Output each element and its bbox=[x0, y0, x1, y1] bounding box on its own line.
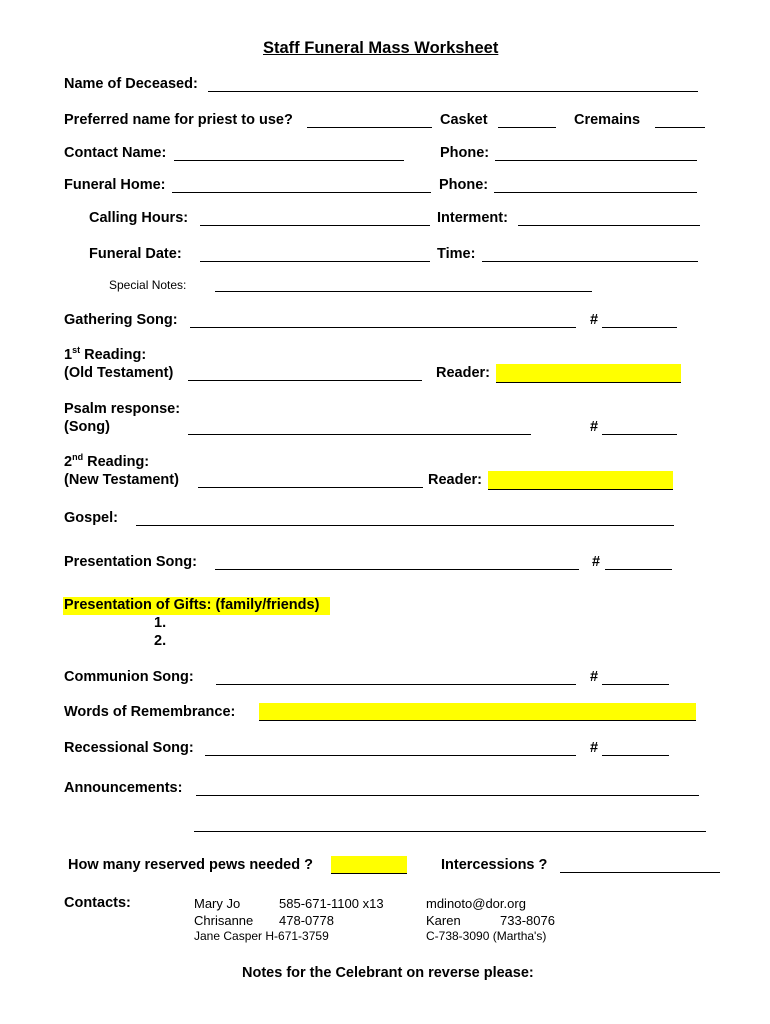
funeral-home-label: Funeral Home: bbox=[64, 177, 166, 193]
presentation-song-number-label: # bbox=[592, 554, 601, 570]
gift-item-1: 1. bbox=[154, 615, 167, 631]
presentation-song-line[interactable] bbox=[215, 569, 579, 570]
contact-1-name: Mary Jo bbox=[194, 896, 241, 911]
recessional-song-number-line[interactable] bbox=[602, 755, 669, 756]
contact-3: Jane Casper H-671-3759 bbox=[194, 929, 329, 943]
time-line[interactable] bbox=[482, 261, 698, 262]
first-reading-label: 1st Reading: bbox=[64, 345, 147, 363]
recessional-song-label: Recessional Song: bbox=[64, 740, 194, 756]
reserved-pews-highlight[interactable] bbox=[331, 856, 407, 874]
presentation-song-label: Presentation Song: bbox=[64, 554, 197, 570]
casket-line[interactable] bbox=[498, 127, 556, 128]
communion-song-line[interactable] bbox=[216, 684, 576, 685]
special-notes-label: Special Notes: bbox=[109, 278, 187, 292]
intercessions-line[interactable] bbox=[560, 872, 720, 873]
second-reading-line[interactable] bbox=[198, 487, 423, 488]
gathering-song-label: Gathering Song: bbox=[64, 312, 178, 328]
psalm-song-label: (Song) bbox=[64, 419, 110, 435]
psalm-line[interactable] bbox=[188, 434, 531, 435]
preferred-name-label: Preferred name for priest to use? bbox=[64, 112, 293, 128]
first-reader-highlight[interactable] bbox=[496, 364, 681, 383]
second-reader-highlight[interactable] bbox=[488, 471, 673, 490]
psalm-response-label: Psalm response: bbox=[64, 401, 181, 417]
funeral-home-phone-line[interactable] bbox=[494, 192, 697, 193]
contact-2-name: Chrisanne bbox=[194, 913, 254, 928]
gathering-song-number-label: # bbox=[590, 312, 599, 328]
announcements-line-2[interactable] bbox=[194, 831, 706, 832]
calling-hours-line[interactable] bbox=[200, 225, 430, 226]
presentation-song-number-line[interactable] bbox=[605, 569, 672, 570]
contact-name-line[interactable] bbox=[174, 160, 404, 161]
first-reading-line[interactable] bbox=[188, 380, 422, 381]
recessional-song-number-label: # bbox=[590, 740, 599, 756]
words-of-remembrance-highlight[interactable] bbox=[259, 703, 696, 721]
preferred-name-line[interactable] bbox=[307, 127, 432, 128]
contact-phone-line[interactable] bbox=[495, 160, 697, 161]
communion-song-number-line[interactable] bbox=[602, 684, 669, 685]
communion-song-label: Communion Song: bbox=[64, 669, 194, 685]
contact-email[interactable]: mdinoto@dor.org bbox=[426, 896, 526, 911]
communion-song-number-label: # bbox=[590, 669, 599, 685]
old-testament-label: (Old Testament) bbox=[64, 365, 174, 381]
second-reader-label: Reader: bbox=[428, 472, 482, 488]
psalm-number-line[interactable] bbox=[602, 434, 677, 435]
contact-6: C-738-3090 (Martha's) bbox=[426, 929, 547, 943]
name-of-deceased-line[interactable] bbox=[208, 91, 698, 92]
intercessions-label: Intercessions ? bbox=[441, 857, 548, 873]
gathering-song-line[interactable] bbox=[190, 327, 576, 328]
calling-hours-label: Calling Hours: bbox=[89, 210, 189, 226]
announcements-label: Announcements: bbox=[64, 780, 183, 796]
time-label: Time: bbox=[437, 246, 476, 262]
psalm-number-label: # bbox=[590, 419, 599, 435]
gospel-label: Gospel: bbox=[64, 510, 118, 526]
contact-phone-label: Phone: bbox=[440, 145, 490, 161]
contact-5-phone: 733-8076 bbox=[500, 913, 555, 928]
special-notes-line[interactable] bbox=[215, 291, 592, 292]
presentation-of-gifts-label: Presentation of Gifts: (family/friends) bbox=[64, 597, 320, 613]
words-of-remembrance-label: Words of Remembrance: bbox=[64, 704, 236, 720]
gift-item-2: 2. bbox=[154, 633, 167, 649]
interment-label: Interment: bbox=[437, 210, 508, 226]
casket-label: Casket bbox=[440, 112, 488, 128]
contact-5-name: Karen bbox=[426, 913, 461, 928]
new-testament-label: (New Testament) bbox=[64, 472, 179, 488]
gathering-song-number-line[interactable] bbox=[602, 327, 677, 328]
contact-name-label: Contact Name: bbox=[64, 145, 167, 161]
contact-2-phone: 478-0778 bbox=[279, 913, 334, 928]
page-title: Staff Funeral Mass Worksheet bbox=[263, 39, 499, 57]
announcements-line-1[interactable] bbox=[196, 795, 699, 796]
contacts-label: Contacts: bbox=[64, 895, 131, 911]
footer-note: Notes for the Celebrant on reverse please: bbox=[242, 965, 534, 981]
second-reading-label: 2nd Reading: bbox=[64, 452, 150, 470]
cremains-label: Cremains bbox=[574, 112, 641, 128]
contact-1-phone: 585-671-1100 x13 bbox=[279, 896, 384, 911]
gospel-line[interactable] bbox=[136, 525, 674, 526]
cremains-line[interactable] bbox=[655, 127, 705, 128]
funeral-home-line[interactable] bbox=[172, 192, 431, 193]
interment-line[interactable] bbox=[518, 225, 700, 226]
reserved-pews-label: How many reserved pews needed ? bbox=[68, 857, 313, 873]
funeral-date-line[interactable] bbox=[200, 261, 430, 262]
funeral-date-label: Funeral Date: bbox=[89, 246, 182, 262]
funeral-home-phone-label: Phone: bbox=[439, 177, 489, 193]
name-of-deceased-label: Name of Deceased: bbox=[64, 76, 198, 92]
first-reader-label: Reader: bbox=[436, 365, 490, 381]
recessional-song-line[interactable] bbox=[205, 755, 576, 756]
